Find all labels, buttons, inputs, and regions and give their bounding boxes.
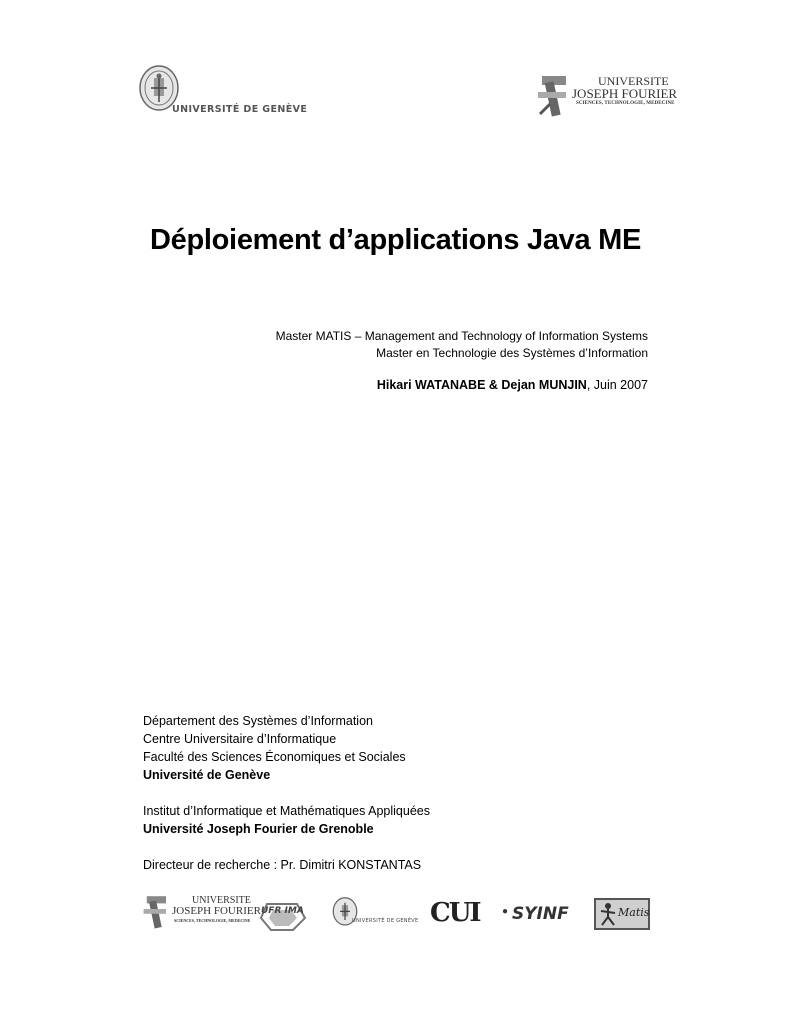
footer-syinf-logo bbox=[502, 904, 582, 928]
research-director: Directeur de recherche : Pr. Dimitri KONSTANTAS bbox=[143, 858, 422, 872]
ujf-line3: SCIENCES, TECHNOLOGIE, MEDECINE bbox=[576, 101, 675, 106]
footer-cui-logo bbox=[430, 900, 488, 930]
university-geneva: Université de Genève bbox=[143, 768, 271, 782]
unige-logo bbox=[138, 64, 308, 116]
program-line-2: Master en Technologie des Systèmes d’Information bbox=[376, 346, 648, 360]
ujf-line1: UNIVERSITE bbox=[598, 74, 669, 88]
footer-ujf-line3: SCIENCES, TECHNOLOGIE, MEDECINE bbox=[174, 918, 251, 923]
program-line-1: Master MATIS – Management and Technology of Information Systems bbox=[275, 329, 648, 343]
cui-text: CUI bbox=[430, 898, 480, 928]
university-grenoble: Université Joseph Fourier de Grenoble bbox=[143, 822, 374, 836]
footer-ujf-line2: JOSEPH FOURIER bbox=[172, 905, 261, 917]
centre: Centre Universitaire d’Informatique bbox=[143, 732, 337, 746]
document-title: Déploiement d’applications Java ME bbox=[150, 224, 641, 256]
author-names: Hikari WATANABE & Dejan MUNJIN bbox=[376, 378, 587, 392]
syinf-text: SYINF bbox=[512, 904, 569, 924]
author-date: , Juin 2007 bbox=[586, 378, 648, 392]
matis-figure-icon bbox=[598, 902, 618, 926]
ujf-line2: JOSEPH FOURIER bbox=[572, 86, 678, 101]
footer-logos bbox=[142, 892, 652, 934]
footer-matis-logo bbox=[594, 898, 650, 930]
department: Département des Systèmes d’Information bbox=[143, 714, 373, 728]
faculte: Faculté des Sciences Économiques et Sociales bbox=[143, 750, 406, 764]
ufr-ima-text: UFR IMA bbox=[261, 906, 304, 916]
footer-ujf-mark-icon bbox=[142, 894, 174, 932]
syinf-dot-icon: ● bbox=[502, 906, 509, 917]
footer-ufr-ima-logo bbox=[257, 894, 313, 932]
footer-ujf-logo bbox=[142, 894, 261, 934]
footer-unige-text: UNIVERSITÉ DE GENÈVE bbox=[352, 918, 419, 924]
matis-text: Matis bbox=[618, 906, 650, 919]
ujf-mark-icon bbox=[536, 74, 576, 120]
footer-ujf-line1: UNIVERSITE bbox=[192, 895, 251, 906]
footer-unige-logo bbox=[332, 896, 420, 930]
authors-line bbox=[377, 378, 648, 392]
unige-name: UNIVERSITÉ DE GENÈVE bbox=[172, 104, 308, 115]
institut-imag: Institut d’Informatique et Mathématiques Appliquées bbox=[143, 804, 430, 818]
ujf-logo bbox=[536, 74, 678, 120]
